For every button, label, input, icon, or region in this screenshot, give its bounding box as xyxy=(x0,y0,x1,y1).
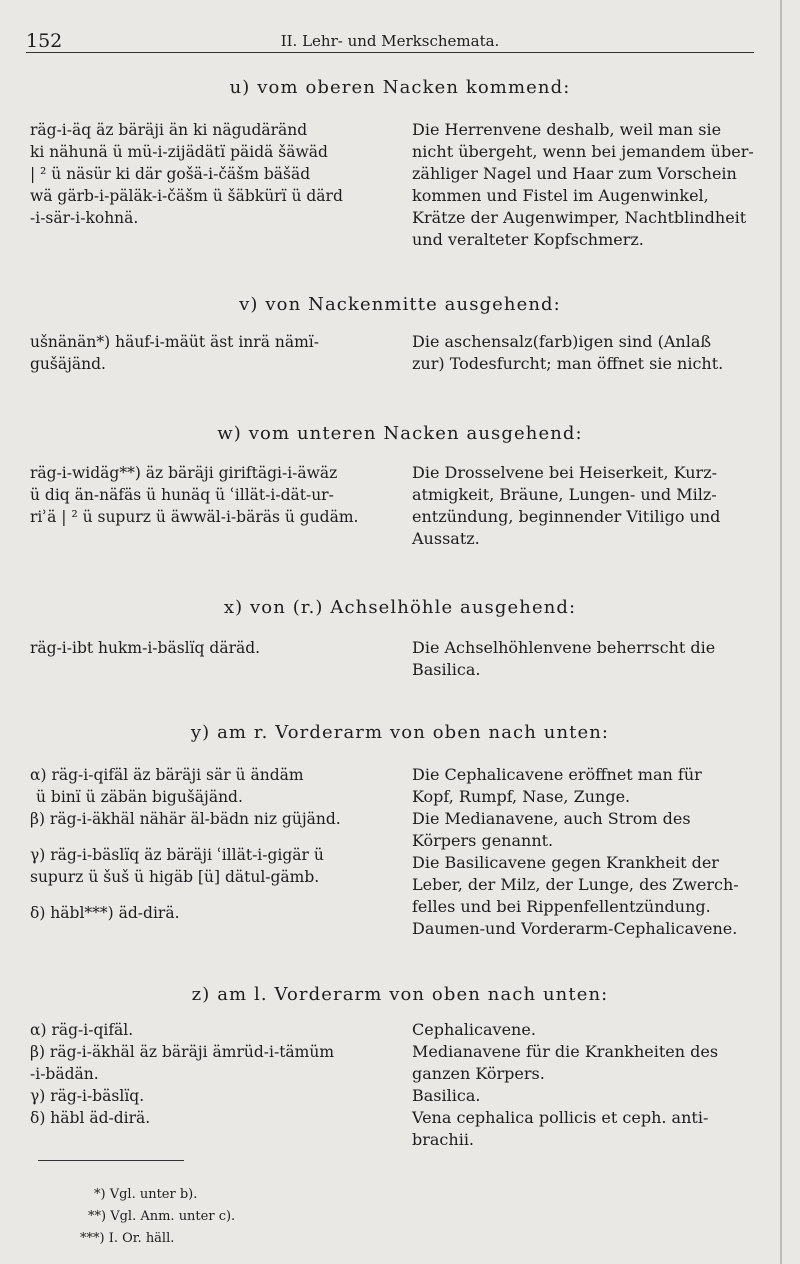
header-rule xyxy=(26,52,754,53)
footnote: **) Vgl. Anm. unter c). xyxy=(88,1209,236,1224)
text-line: atmigkeit, Bräune, Lungen- und Milz- xyxy=(412,485,717,504)
text-line: α) räg-i-qifäl. xyxy=(30,1021,134,1039)
text-line: ušnänän*) häuf-i-mäüt äst inrä nämï- xyxy=(30,333,319,351)
text-line: δ) häbl äd-dirä. xyxy=(30,1109,151,1127)
text-line: und veralteter Kopfschmerz. xyxy=(412,230,644,249)
text-line: Daumen-und Vorderarm-Cephalicavene. xyxy=(412,919,738,938)
footnote: ***) I. Or. häll. xyxy=(80,1231,175,1246)
section-x-transliteration xyxy=(30,637,392,659)
text-line: Die Cephalicavene eröffnet man für xyxy=(412,765,702,784)
text-line: Kopf, Rumpf, Nase, Zunge. xyxy=(412,787,631,806)
text-line: δ) häbl***) äd-dirä. xyxy=(30,904,180,922)
text-line: gušäjänd. xyxy=(30,355,106,373)
section-y-transliteration xyxy=(30,764,392,924)
text-line: Medianavene für die Krankheiten des xyxy=(412,1042,719,1061)
text-line: Die Drosselvene bei Heiserkeit, Kurz- xyxy=(412,463,718,482)
section-w-transliteration xyxy=(30,462,392,528)
text-line: nicht übergeht, wenn bei jemandem über- xyxy=(412,142,754,161)
section-heading-x: x) von (r.) Achselhöhle ausgehend: xyxy=(223,597,577,618)
text-line: felles und bei Rippenfellentzündung. xyxy=(412,897,711,916)
text-line: zähliger Nagel und Haar zum Vorschein xyxy=(412,164,737,183)
text-line: -i-sär-i-kohnä. xyxy=(30,209,139,227)
footnotes xyxy=(80,1184,236,1250)
text-line: supurz ü šuš ü higäb [ü] dätul-gämb. xyxy=(30,868,320,886)
text-line: γ) räg-i-bäslïq äz bäräji ʿillät-i-gigär ü xyxy=(30,846,324,864)
text-line: ü diq än-näfäs ü hunäq ü ʿillät-i-dät-ur- xyxy=(30,486,334,504)
footnote-rule xyxy=(38,1160,184,1161)
section-w-translation xyxy=(412,462,758,550)
footnote: *) Vgl. unter b). xyxy=(94,1187,198,1202)
text-line: α) räg-i-qifäl äz bäräji sär ü ändäm xyxy=(30,766,304,784)
section-u-translation xyxy=(412,119,758,251)
spacer xyxy=(30,888,392,902)
page-number: 152 xyxy=(26,30,63,52)
section-u-transliteration xyxy=(30,119,392,229)
text-line: | ² ü näsür ki där gošä-i-čäšm bäšäd xyxy=(30,165,311,183)
text-line: -i-bädän. xyxy=(30,1065,99,1083)
text-line: räg-i-widäg**) äz bäräji giriftägi-i-äwäz xyxy=(30,464,338,482)
page-header xyxy=(26,30,754,54)
text-line: entzündung, beginnender Vitiligo und xyxy=(412,507,721,526)
section-x-translation xyxy=(412,637,758,681)
text-line: Basilica. xyxy=(412,1086,481,1105)
section-v-translation xyxy=(412,331,758,375)
text-line: Körpers genannt. xyxy=(412,831,554,850)
text-line: β) räg-i-äkhäl nähär äl-bädn niz güjänd. xyxy=(30,810,341,828)
text-line: Die Medianavene, auch Strom des xyxy=(412,809,691,828)
text-line: ki nähunä ü mü-i-zijädätï päidä šäwäd xyxy=(30,143,328,161)
text-line: Die Basilicavene gegen Krankheit der xyxy=(412,853,719,872)
section-y-translation xyxy=(412,764,758,940)
text-line: räg-i-äq äz bäräji än ki nägudäränd xyxy=(30,121,308,139)
text-line: Vena cephalica pollicis et ceph. anti- xyxy=(412,1108,709,1127)
section-heading-y: y) am r. Vorderarm von oben nach unten: xyxy=(190,722,610,743)
text-line: Die Achselhöhlenvene beherrscht die xyxy=(412,638,716,657)
text-line: β) räg-i-äkhäl äz bäräji ämrüd-i-tämüm xyxy=(30,1043,335,1061)
section-z-transliteration xyxy=(30,1019,392,1129)
section-heading-z: z) am l. Vorderarm von oben nach unten: xyxy=(191,984,609,1005)
text-line: ü binï ü zäbän bigušäjänd. xyxy=(36,788,243,806)
text-line: wä gärb-i-päläk-i-čäšm ü šäbkürï ü därd xyxy=(30,187,343,205)
section-heading-v: v) von Nackenmitte ausgehend: xyxy=(239,294,561,315)
text-line: riʾä | ² ü supurz ü äwwäl-i-bäräs ü gudäm. xyxy=(30,508,359,526)
text-line: ganzen Körpers. xyxy=(412,1064,545,1083)
section-z-translation xyxy=(412,1019,758,1151)
text-line: Die Herrenvene deshalb, weil man sie xyxy=(412,120,722,139)
running-title: II. Lehr- und Merkschemata. xyxy=(280,32,500,50)
text-line: Cephalicavene. xyxy=(412,1020,536,1039)
text-line: zur) Todesfurcht; man öffnet sie nicht. xyxy=(412,354,724,373)
section-heading-u: u) vom oberen Nacken kommend: xyxy=(229,77,571,98)
text-line: brachii. xyxy=(412,1130,475,1149)
text-line: räg-i-ibt hukm-i-bäslïq däräd. xyxy=(30,639,261,657)
text-line: Krätze der Augenwimper, Nachtblindheit xyxy=(412,208,747,227)
text-line: Basilica. xyxy=(412,660,481,679)
text-line: kommen und Fistel im Augenwinkel, xyxy=(412,186,709,205)
scan-edge xyxy=(780,0,782,1264)
section-heading-w: w) vom unteren Nacken ausgehend: xyxy=(217,423,583,444)
text-line: Aussatz. xyxy=(412,529,480,548)
spacer xyxy=(30,830,392,844)
text-line: Leber, der Milz, der Lunge, des Zwerch- xyxy=(412,875,739,894)
text-line: γ) räg-i-bäslïq. xyxy=(30,1087,145,1105)
text-line: Die aschensalz(farb)igen sind (Anlaß xyxy=(412,332,712,351)
section-v-transliteration xyxy=(30,331,392,375)
